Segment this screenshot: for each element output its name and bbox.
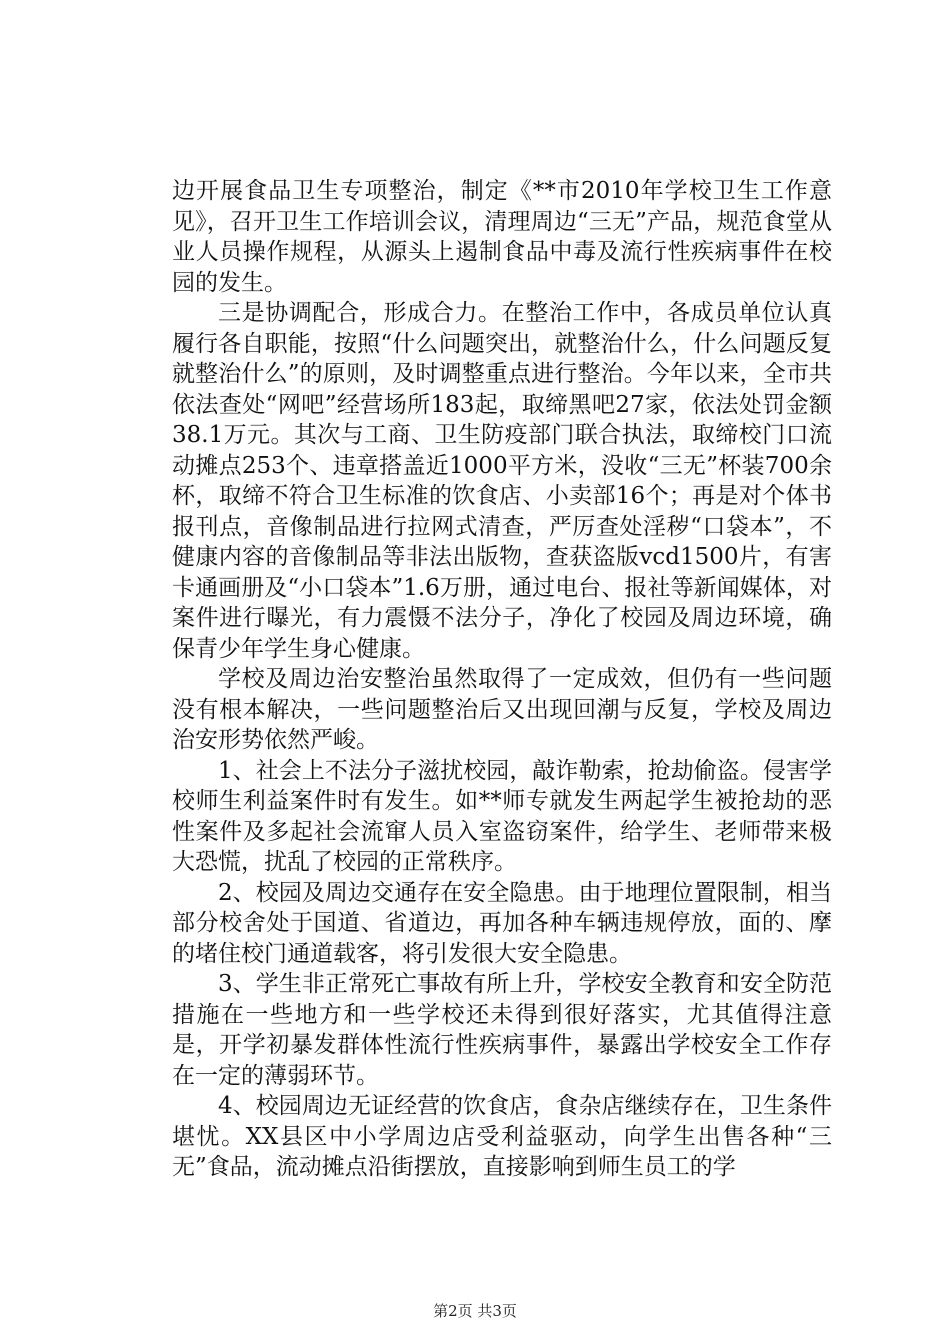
paragraph-issue-3: 3、学生非正常死亡事故有所上升，学校安全教育和安全防范措施在一些地方和一些学校还未得到很好落实，尤其值得注意是，开学初暴发群体性流行性疾病事件，暴露出学校安全工作存在一定的薄弱环节。 <box>172 971 832 1089</box>
document-body <box>172 176 832 1183</box>
paragraph-situation: 学校及周边治安整治虽然取得了一定成效，但仍有一些问题没有根本解决，一些问题整治后又出现回潮与反复，学校及周边治安形势依然严峻。 <box>172 666 832 753</box>
page-number-footer: 第2页 共3页 <box>433 1302 517 1320</box>
paragraph-coordination: 三是协调配合，形成合力。在整治工作中，各成员单位认真履行各自职能，按照“什么问题突出，就整治什么，什么问题反复就整治什么”的原则，及时调整重点进行整治。今年以来，全市共依法查处“网吧”经营场所183起，取缔黑吧27家，依法处罚金额38.1万元。其次与工商、卫生防疫部门联合执法，取缔校门口流动摊点253个、违章搭盖近1000平方米，没收“三无”杯装700余杯，取缔不符合卫生标准的饮食店、小卖部16个；再是对个体书报刊点，音像制品进行拉网式清查，严厉查处淫秽“口袋本”，不健康内容的音像制品等非法出版物，查获盗版vcd1500片，有害卡通画册及“小口袋本”1.6万册，通过电台、报社等新闻媒体，对案件进行曝光，有力震慑不法分子，净化了校园及周边环境，确保青少年学生身心健康。 <box>172 300 832 662</box>
paragraph-issue-1: 1、社会上不法分子滋扰校园，敲诈勒索，抢劫偷盗。侵害学校师生利益案件时有发生。如**师专就发生两起学生被抢劫的恶性案件及多起社会流窜人员入室盗窃案件，给学生、老师带来极大恐慌，扰乱了校园的正常秩序。 <box>172 757 832 875</box>
paragraph-issue-2: 2、校园及周边交通存在安全隐患。由于地理位置限制，相当部分校舍处于国道、省道边，再加各种车辆违规停放，面的、摩的堵住校门通道载客，将引发很大安全隐患。 <box>172 879 832 967</box>
paragraph-issue-4: 4、校园周边无证经营的饮食店，食杂店继续存在，卫生条件堪忧。XX县区中小学周边店受利益驱动，向学生出售各种“三无”食品，流动摊点沿街摆放，直接影响到师生员工的学 <box>172 1093 832 1180</box>
paragraph-continuation: 边开展食品卫生专项整治，制定《**市2010年学校卫生工作意见》，召开卫生工作培训会议，清理周边“三无”产品，规范食堂从业人员操作规程，从源头上遏制食品中毒及流行性疾病事件在校园的发生。 <box>172 178 832 296</box>
